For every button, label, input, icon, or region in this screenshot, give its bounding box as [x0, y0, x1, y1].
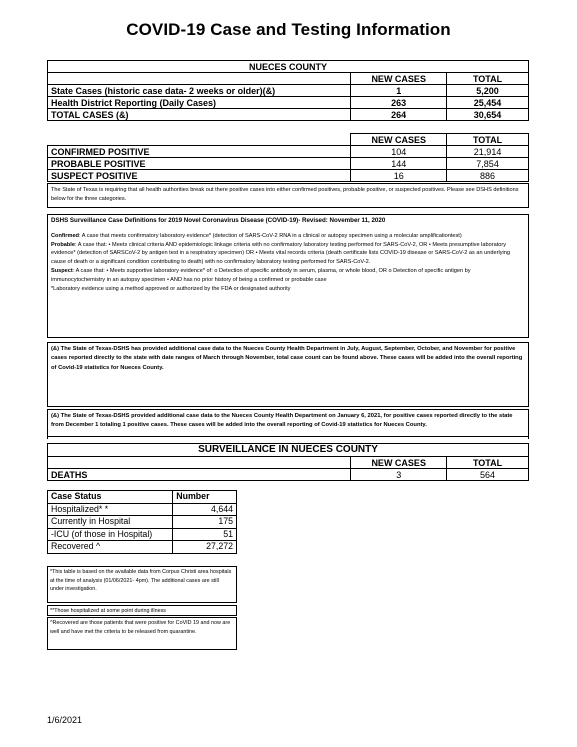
table-row: [48, 134, 529, 146]
confirmed-label: Confirmed: [51, 232, 79, 239]
table-row: [48, 61, 529, 73]
status-label: -ICU (of those in Hospital): [48, 528, 173, 541]
row-label: TOTAL CASES (&): [48, 109, 351, 121]
definitions-heading: DSHS Surveillance Case Definitions for 2019 Novel Coronavirus Disease (COVID-19)- Revised: November 11, 2020: [51, 217, 386, 224]
table-row: [48, 491, 237, 504]
total-header: TOTAL: [447, 73, 529, 85]
number-header: Number: [173, 491, 237, 504]
table-row: [48, 444, 529, 457]
row-new: 104: [351, 146, 447, 158]
category-note: The State of Texas is requiring that all health authorities break out there positive cases into either confirmed positives, probable positive, or suspected positives. Please see DSHS definitions below for the three categories.: [47, 183, 529, 208]
table-row: [48, 457, 529, 469]
status-value: 175: [173, 516, 237, 529]
row-total: 21,914: [447, 146, 529, 158]
status-value: 27,272: [173, 541, 237, 554]
suspect-label: Suspect: [51, 267, 73, 274]
state-data-notice-jan: (&) The State of Texas-DSHS provided additional case data to the Nueces County Health Department on January 6, 2021, for positive cases reported directly to the state from December 1 totaling 1 positive cases. These cases will be added into the overall reporting of Covid-19 statistics for Nueces County.: [47, 409, 529, 439]
row-total: 25,454: [447, 97, 529, 109]
table-row: [48, 109, 529, 121]
row-label: Health District Reporting (Daily Cases): [48, 97, 351, 109]
row-new: 144: [351, 158, 447, 170]
probable-text: : A case that: • Meets clinical criteria AND epidemiologic linkage criteria with no confirmatory laboratory testing performed for SARS-CoV-2, OR • Meets presumptive laboratory evidence* (detection of SARSCoV-2 by antigen test in a respiratory specimen) OR • Meets vital records criteria (death certificate lists COVID-19 disease or SARS-CoV-2 as an underlying cause of death or a significant condition contributing to death) with no confirmatory laboratory testing performed for SARS-CoV-2.: [51, 241, 510, 266]
table-row: [48, 158, 529, 170]
page-title: COVID-19 Case and Testing Information: [126, 20, 451, 39]
county-header: NUECES COUNTY: [48, 61, 529, 73]
state-data-notice: (&) The State of Texas-DSHS has provided additional case data to the Nueces County Health Department in July, August, September, October, and November for positive cases reported directly to the state with date ranges of March through November, total case count can be found above. These cases will be added into the overall reporting of Covid-19 statistics for Nueces County.: [47, 342, 529, 407]
table-row: [48, 528, 237, 541]
divider: [47, 436, 529, 437]
row-new: 263: [351, 97, 447, 109]
notice-frame: [47, 409, 529, 436]
row-total: 30,654: [447, 109, 529, 121]
status-note-analysis: *This table is based on the available data from Corpus Christi area hospitals at the time of analysis (01/06/2021- 4pm). The additional cases are still under investigation.: [47, 566, 237, 603]
table-row: [48, 469, 529, 481]
status-label: Recovered ^: [48, 541, 173, 554]
blank-cell: [48, 134, 351, 146]
new-cases-header: NEW CASES: [351, 134, 447, 146]
category-table: [47, 133, 529, 182]
deaths-label: DEATHS: [48, 469, 351, 481]
deaths-total: 564: [447, 469, 529, 481]
table-row: [48, 541, 237, 554]
surveillance-table: [47, 443, 529, 481]
table-row: [48, 97, 529, 109]
confirmed-definition: [51, 232, 525, 241]
table-row: [48, 85, 529, 97]
blank-cell: [48, 457, 351, 469]
case-status-header: Case Status: [48, 491, 173, 504]
suspect-text: : A case that: • Meets supportive laboratory evidence* of: o Detection of specific antibody in serum, plasma, or whole blood, OR o Detection of specific antigen by immunocytochemistry in an autopsy specimen • AND has no prior history of being a confirmed or probable case: [51, 267, 471, 283]
status-value: 4,644: [173, 503, 237, 516]
table-row: [48, 170, 529, 182]
row-total: 5,200: [447, 85, 529, 97]
new-cases-header: NEW CASES: [351, 73, 447, 85]
row-new: 264: [351, 109, 447, 121]
deaths-new: 3: [351, 469, 447, 481]
row-label: PROBABLE POSITIVE: [48, 158, 351, 170]
row-label: State Cases (historic case data- 2 weeks or older)(&): [48, 85, 351, 97]
row-total: 886: [447, 170, 529, 182]
confirmed-text: : A case that meets confirmatory laboratory evidence* (detection of SARS-CoV-2 RNA in a clinical or autopsy specimen using a molecular amplificationtest): [78, 232, 462, 239]
total-header: TOTAL: [447, 457, 529, 469]
probable-label: Probable: [51, 241, 75, 248]
status-note-hospitalized: **Those hospitalized at some point during illness: [47, 605, 237, 616]
table-row: [48, 73, 529, 85]
row-new: 16: [351, 170, 447, 182]
status-note-recovered: ^Recovered are those patients that were positive for CoVID 19 and now are well and have met the criteria to be released from quarantine.: [47, 617, 237, 650]
probable-definition: [51, 241, 525, 267]
status-label: Currently in Hospital: [48, 516, 173, 529]
blank-cell: [48, 73, 351, 85]
row-label: CONFIRMED POSITIVE: [48, 146, 351, 158]
row-total: 7,854: [447, 158, 529, 170]
table-row: [48, 146, 529, 158]
case-definitions: [47, 214, 529, 338]
surveillance-header: SURVEILLANCE IN NUECES COUNTY: [48, 444, 529, 457]
county-cases-table: [47, 60, 529, 121]
table-row: [48, 503, 237, 516]
row-label: SUSPECT POSITIVE: [48, 170, 351, 182]
definitions-footnote: *Laboratory evidence using a method approved or authorized by the FDA or designated authority: [51, 285, 291, 292]
total-header: TOTAL: [447, 134, 529, 146]
status-label: Hospitalized* *: [48, 503, 173, 516]
suspect-definition: [51, 267, 525, 285]
row-new: 1: [351, 85, 447, 97]
case-status-table: [47, 490, 237, 554]
status-value: 51: [173, 528, 237, 541]
new-cases-header: NEW CASES: [351, 457, 447, 469]
report-date: 1/6/2021: [47, 715, 83, 725]
table-row: [48, 516, 237, 529]
